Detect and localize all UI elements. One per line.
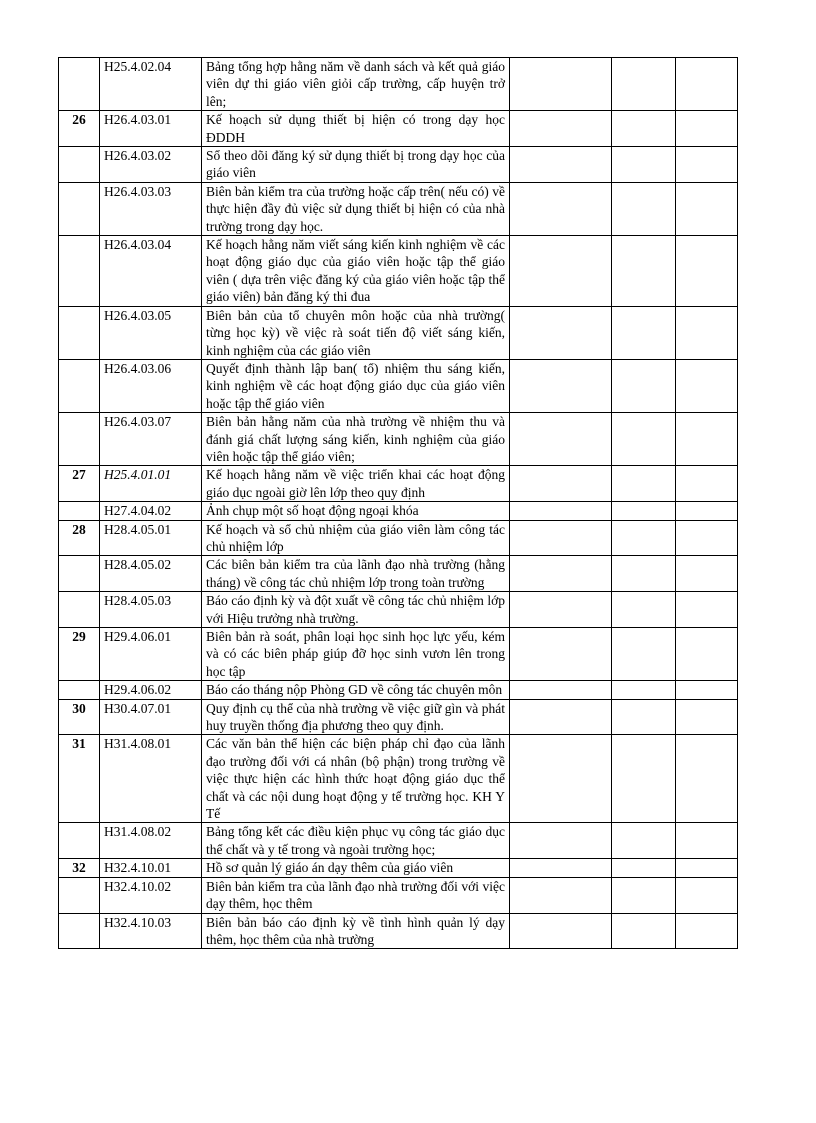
empty-cell — [612, 859, 676, 877]
empty-cell — [510, 502, 612, 520]
empty-cell — [510, 592, 612, 628]
evidence-code: H25.4.01.01 — [100, 466, 202, 502]
table-row — [59, 823, 738, 859]
evidence-description: Bảng tổng hợp hằng năm về danh sách và kết quả giáo viên dự thi giáo viên giỏi cấp trường, cấp huyện trở lên; — [202, 58, 510, 111]
empty-cell — [612, 359, 676, 412]
empty-cell — [612, 502, 676, 520]
criterion-number — [59, 502, 100, 520]
criterion-number — [59, 58, 100, 111]
table-row — [59, 111, 738, 147]
criterion-number: 29 — [59, 628, 100, 681]
evidence-code: H26.4.03.06 — [100, 359, 202, 412]
evidence-description: Các văn bản thể hiện các biện pháp chỉ đạo của lãnh đạo trường đối với cá nhân (bộ phận) trong trường về việc thực hiện các hình thức hoạt động giáo dục thể chất và các nội dung hoạt động y tế trường học. KH Y Tế — [202, 735, 510, 823]
evidence-code: H26.4.03.07 — [100, 413, 202, 466]
empty-cell — [676, 466, 738, 502]
criterion-number — [59, 592, 100, 628]
criterion-number: 31 — [59, 735, 100, 823]
evidence-code: H29.4.06.02 — [100, 681, 202, 699]
evidence-table-body — [59, 58, 738, 949]
evidence-description: Kế hoạch sử dụng thiết bị hiện có trong dạy học ĐDDH — [202, 111, 510, 147]
empty-cell — [510, 823, 612, 859]
empty-cell — [510, 182, 612, 235]
empty-cell — [612, 111, 676, 147]
empty-cell — [676, 628, 738, 681]
evidence-code: H26.4.03.01 — [100, 111, 202, 147]
table-row — [59, 182, 738, 235]
evidence-code: H27.4.04.02 — [100, 502, 202, 520]
evidence-code: H26.4.03.05 — [100, 306, 202, 359]
empty-cell — [612, 556, 676, 592]
empty-cell — [510, 306, 612, 359]
evidence-code: H29.4.06.01 — [100, 628, 202, 681]
empty-cell — [612, 681, 676, 699]
evidence-description: Quy định cụ thể của nhà trường về việc giữ gìn và phát huy truyền thống địa phương theo quy định. — [202, 699, 510, 735]
empty-cell — [676, 592, 738, 628]
empty-cell — [676, 877, 738, 913]
empty-cell — [510, 628, 612, 681]
evidence-description: Kế hoạch hằng năm viết sáng kiến kinh nghiệm về các hoạt động giáo dục của giáo viên hoặc tập thể giáo viên ( dựa trên việc đăng ký của giáo viên hoặc tập thể giáo viên) bản đăng ký thi đua — [202, 236, 510, 307]
criterion-number: 26 — [59, 111, 100, 147]
evidence-code: H32.4.10.02 — [100, 877, 202, 913]
evidence-code: H32.4.10.01 — [100, 859, 202, 877]
evidence-description: Biên bản rà soát, phân loại học sinh học lực yếu, kém và có các biên pháp giúp đỡ học sinh vươn lên trong học tập — [202, 628, 510, 681]
empty-cell — [510, 359, 612, 412]
criterion-number: 27 — [59, 466, 100, 502]
empty-cell — [510, 699, 612, 735]
empty-cell — [510, 520, 612, 556]
empty-cell — [612, 306, 676, 359]
table-row — [59, 147, 738, 183]
evidence-description: Kế hoạch và sổ chủ nhiệm của giáo viên làm công tác chủ nhiệm lớp — [202, 520, 510, 556]
evidence-description: Biên bản hằng năm của nhà trường về nhiệm thu và đánh giá chất lượng sáng kiến, kinh nghiệm của giáo viên hoặc tập thể giáo viên; — [202, 413, 510, 466]
criterion-number — [59, 306, 100, 359]
evidence-code: H26.4.03.02 — [100, 147, 202, 183]
evidence-code: H28.4.05.02 — [100, 556, 202, 592]
evidence-code: H31.4.08.01 — [100, 735, 202, 823]
table-row — [59, 628, 738, 681]
empty-cell — [676, 236, 738, 307]
empty-cell — [612, 823, 676, 859]
empty-cell — [676, 699, 738, 735]
table-row — [59, 877, 738, 913]
criterion-number — [59, 359, 100, 412]
table-row — [59, 520, 738, 556]
empty-cell — [612, 735, 676, 823]
table-row — [59, 413, 738, 466]
empty-cell — [676, 413, 738, 466]
empty-cell — [510, 859, 612, 877]
table-row — [59, 592, 738, 628]
evidence-description: Kế hoạch hằng năm về việc triển khai các hoạt động giáo dục ngoài giờ lên lớp theo quy định — [202, 466, 510, 502]
empty-cell — [676, 520, 738, 556]
evidence-code: H26.4.03.04 — [100, 236, 202, 307]
empty-cell — [612, 413, 676, 466]
evidence-description: Biên bản báo cáo định kỳ về tình hình quản lý dạy thêm, học thêm của nhà trường — [202, 913, 510, 949]
evidence-description: Quyết định thành lập ban( tổ) nhiệm thu sáng kiến, kinh nghiệm về các hoạt động giáo dục của giáo viên hoặc tập thể giáo viên — [202, 359, 510, 412]
table-row — [59, 913, 738, 949]
table-row — [59, 735, 738, 823]
table-row — [59, 236, 738, 307]
criterion-number — [59, 236, 100, 307]
empty-cell — [510, 236, 612, 307]
evidence-description: Sổ theo dõi đăng ký sử dụng thiết bị trong dạy học của giáo viên — [202, 147, 510, 183]
empty-cell — [612, 466, 676, 502]
empty-cell — [510, 58, 612, 111]
evidence-code: H26.4.03.03 — [100, 182, 202, 235]
empty-cell — [510, 111, 612, 147]
empty-cell — [612, 147, 676, 183]
empty-cell — [510, 735, 612, 823]
table-row — [59, 502, 738, 520]
evidence-table — [58, 57, 738, 949]
evidence-code: H31.4.08.02 — [100, 823, 202, 859]
evidence-description: Hồ sơ quản lý giáo án dạy thêm của giáo viên — [202, 859, 510, 877]
empty-cell — [676, 823, 738, 859]
table-row — [59, 359, 738, 412]
table-row — [59, 699, 738, 735]
empty-cell — [676, 556, 738, 592]
evidence-description: Bảng tổng kết các điều kiện phục vụ công tác giáo dục thể chất và y tế trong và ngoài trường học; — [202, 823, 510, 859]
empty-cell — [676, 58, 738, 111]
empty-cell — [612, 182, 676, 235]
evidence-description: Ảnh chụp một số hoạt động ngoại khóa — [202, 502, 510, 520]
criterion-number — [59, 182, 100, 235]
empty-cell — [612, 913, 676, 949]
empty-cell — [612, 58, 676, 111]
criterion-number: 32 — [59, 859, 100, 877]
criterion-number — [59, 913, 100, 949]
empty-cell — [676, 147, 738, 183]
empty-cell — [612, 628, 676, 681]
table-row — [59, 466, 738, 502]
empty-cell — [676, 111, 738, 147]
criterion-number — [59, 681, 100, 699]
empty-cell — [676, 306, 738, 359]
table-row — [59, 859, 738, 877]
empty-cell — [676, 913, 738, 949]
evidence-code: H32.4.10.03 — [100, 913, 202, 949]
criterion-number: 30 — [59, 699, 100, 735]
evidence-code: H28.4.05.03 — [100, 592, 202, 628]
criterion-number — [59, 877, 100, 913]
evidence-description: Báo cáo tháng nộp Phòng GD về công tác chuyên môn — [202, 681, 510, 699]
empty-cell — [510, 466, 612, 502]
empty-cell — [510, 147, 612, 183]
empty-cell — [612, 699, 676, 735]
table-row — [59, 306, 738, 359]
empty-cell — [612, 236, 676, 307]
empty-cell — [510, 556, 612, 592]
table-row — [59, 58, 738, 111]
empty-cell — [676, 681, 738, 699]
table-row — [59, 681, 738, 699]
evidence-description: Báo cáo định kỳ và đột xuất về công tác chủ nhiệm lớp với Hiệu trưởng nhà trường. — [202, 592, 510, 628]
empty-cell — [510, 413, 612, 466]
criterion-number — [59, 823, 100, 859]
evidence-code: H25.4.02.04 — [100, 58, 202, 111]
table-row — [59, 556, 738, 592]
empty-cell — [676, 859, 738, 877]
evidence-description: Biên bản kiểm tra của trường hoặc cấp trên( nếu có) về thực hiện đầy đủ việc sử dụng thiết bị hiện có của nhà trường trong dạy học. — [202, 182, 510, 235]
empty-cell — [510, 913, 612, 949]
empty-cell — [612, 520, 676, 556]
evidence-description: Biên bản kiểm tra của lãnh đạo nhà trường đối với việc dạy thêm, học thêm — [202, 877, 510, 913]
empty-cell — [676, 359, 738, 412]
empty-cell — [612, 877, 676, 913]
empty-cell — [676, 182, 738, 235]
empty-cell — [510, 681, 612, 699]
evidence-code: H30.4.07.01 — [100, 699, 202, 735]
empty-cell — [510, 877, 612, 913]
criterion-number — [59, 413, 100, 466]
evidence-code: H28.4.05.01 — [100, 520, 202, 556]
criterion-number — [59, 556, 100, 592]
empty-cell — [676, 735, 738, 823]
criterion-number — [59, 147, 100, 183]
empty-cell — [612, 592, 676, 628]
criterion-number: 28 — [59, 520, 100, 556]
evidence-description: Biên bản của tổ chuyên môn hoặc của nhà trường( từng học kỳ) về việc rà soát tiến độ viết sáng kiến, kinh nghiệm của các giáo viên — [202, 306, 510, 359]
empty-cell — [676, 502, 738, 520]
evidence-description: Các biên bản kiểm tra của lãnh đạo nhà trường (hằng tháng) về công tác chủ nhiệm lớp trong toàn trường — [202, 556, 510, 592]
